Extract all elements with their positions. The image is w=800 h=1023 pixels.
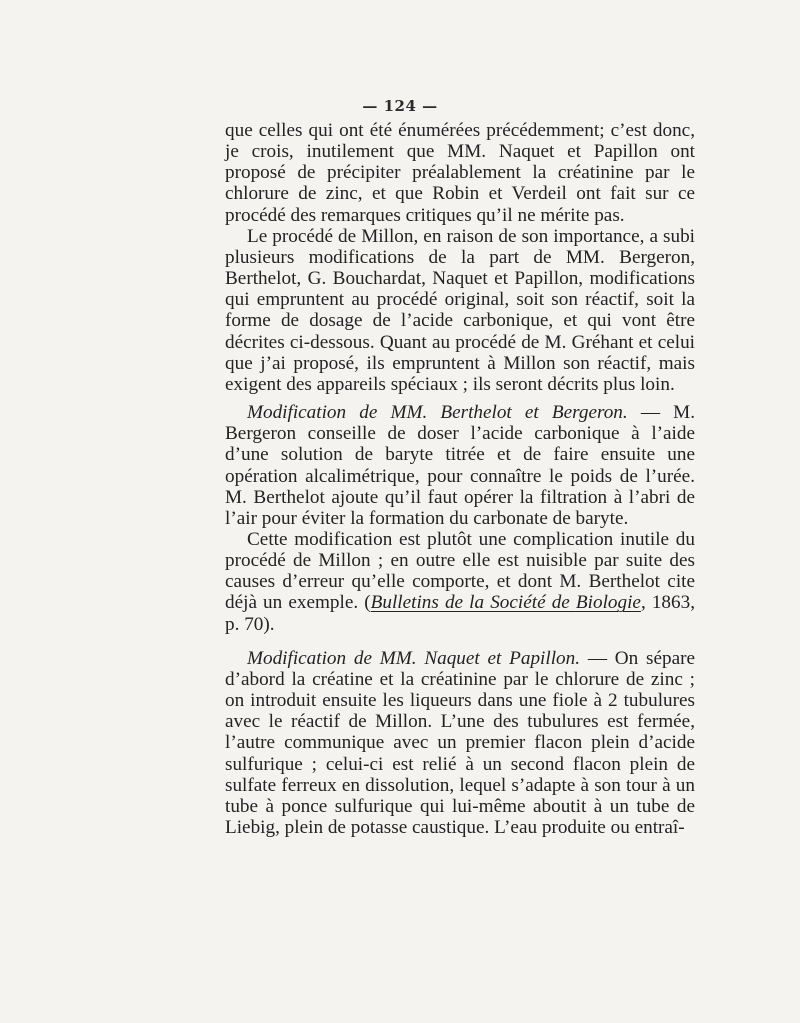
paragraph-body: Cette modification est plutôt une complication inutile du procédé de Millon ; en outre elle est nuisible par suite des causes d’erreur qu’elle comporte, et dont M. Berthelot cite déjà un exemple. ( bbox=[225, 528, 695, 614]
paragraph-continuation: que celles qui ont été énumérées précédemment; c’est donc, je crois, inutilement que MM. Naquet et Papillon ont proposé de précipiter préalablement la créatinine par le chlorure de zinc, et que Robin et Verdeil ont fait sur ce procédé des remarques critiques qu’il ne mérite pas. bbox=[225, 120, 695, 226]
section-title-berthelot-bergeron: Modification de MM. Berthelot et Bergeron. bbox=[247, 402, 628, 424]
paragraph-body: — M. Bergeron conseille de doser l’acide carbonique à l’aide d’une solution de baryte titrée et de faire ensuite une opération alcalimétrique, pour connaître le poids de l’urée. M. Berthelot ajoute qu’il faut opérer la filtration à l’abri de l’air pour éviter la formation du carbonate de baryte. bbox=[225, 402, 695, 529]
paragraph-naquet-papillon bbox=[225, 648, 695, 838]
paragraph-body: — On sépare d’abord la créatine et la créatinine par le chlorure de zinc ; on introduit ensuite les liqueurs dans une fiole à 2 tubulures avec le réactif de Millon. L’une des tubulures est fermée, l’autre communique avec un premier flacon plein d’acide sulfurique ; celui-ci est relié à un second flacon plein de sulfate ferreux en dissolution, lequel s’adapte à son tour à un tube à ponce sulfurique qui lui-même aboutit à un tube de Liebig, plein de potasse caustique. L’eau produite ou entraî- bbox=[225, 647, 696, 838]
body-text bbox=[225, 120, 695, 838]
citation-bulletins: Bulletins de la Société de bbox=[370, 592, 576, 614]
citation-tail: , 1863, p. 70). bbox=[225, 592, 696, 635]
page-number: — 124 — bbox=[362, 97, 438, 115]
paragraph-millon-modifications: Le procédé de Millon, en raison de son importance, a subi plusieurs modifications de la part de MM. Bergeron, Berthelot, G. Bouchardat, Naquet et Papillon, modifications qui empruntent au procédé original, soit son réactif, soit la forme de dosage de l’acide carbonique, et qui vont être décrites ci-dessous. Quant au procédé de M. Gréhant et celui que j’ai proposé, ils empruntent à Millon son réactif, mais exigent des appareils spéciaux ; ils seront décrits plus loin. bbox=[225, 225, 695, 395]
paragraph-berthelot-bergeron bbox=[225, 402, 695, 529]
paragraph-complication bbox=[225, 529, 695, 635]
section-title-naquet-papillon: Modification de MM. Naquet et Papillon. bbox=[247, 647, 581, 669]
citation-biologie: Biologie bbox=[575, 592, 641, 614]
